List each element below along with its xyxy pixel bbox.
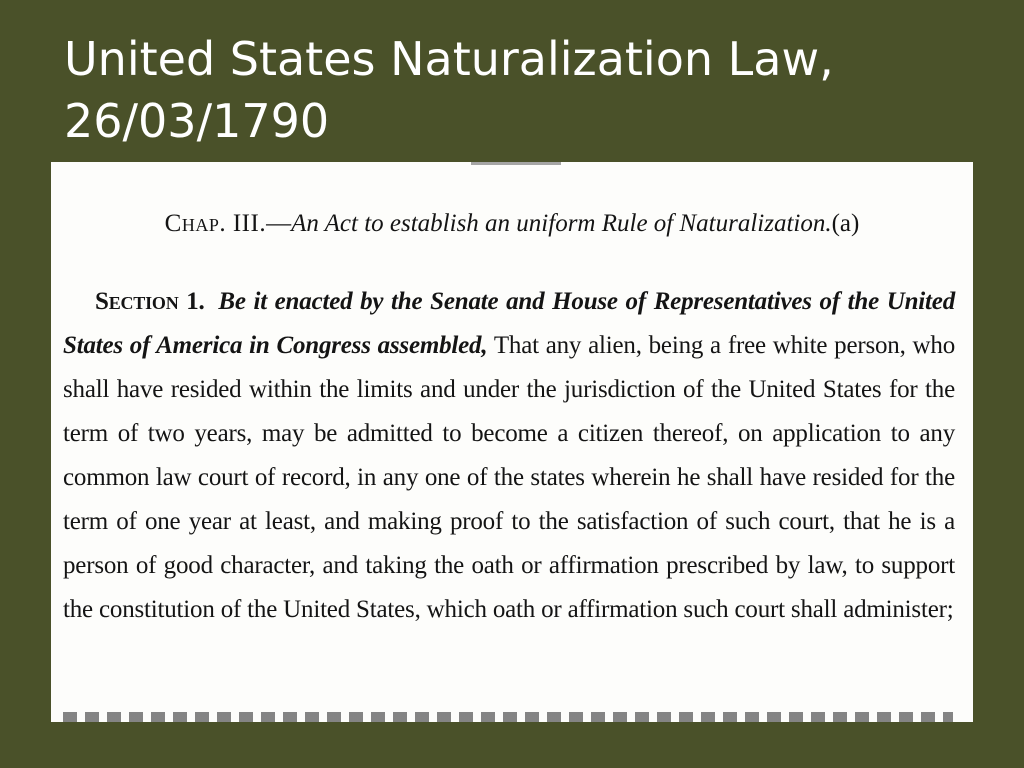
section-1-text <box>63 280 955 632</box>
slide-title-line-1: United States Naturalization Law, <box>64 32 834 86</box>
section-body: That any alien, being a free white person, who shall have resided within the limits and under the jurisdiction of the United States for the term of two years, may be admitted to become a citizen thereof, on application to any common law court of record, in any one of the states wherein he shall have resided for the term of one year at least, and making proof to the satisfaction of such court, that he is a person of good character, and taking the oath or affirmation prescribed by law, to support the constitution of the United States, which oath or affirmation such court shall administer; <box>63 332 955 623</box>
chapter-heading <box>51 208 973 240</box>
enactment-clause: Be it enacted by the Senate and House of Representatives of the United States of America in Congress assembled, <box>63 288 955 359</box>
scan-artifact <box>471 162 561 165</box>
section-label: Section 1. <box>95 288 205 315</box>
chapter-note: (a) <box>831 210 860 237</box>
scanned-document-image <box>51 162 973 722</box>
chapter-dash: — <box>266 210 292 237</box>
chapter-title: An Act to establish an uniform Rule of Naturalization. <box>291 210 832 237</box>
cut-off-text-line <box>63 712 953 722</box>
slide-title <box>64 28 964 152</box>
slide-title-line-2: 26/03/1790 <box>64 94 330 148</box>
chapter-label: Chap. III. <box>164 210 267 237</box>
